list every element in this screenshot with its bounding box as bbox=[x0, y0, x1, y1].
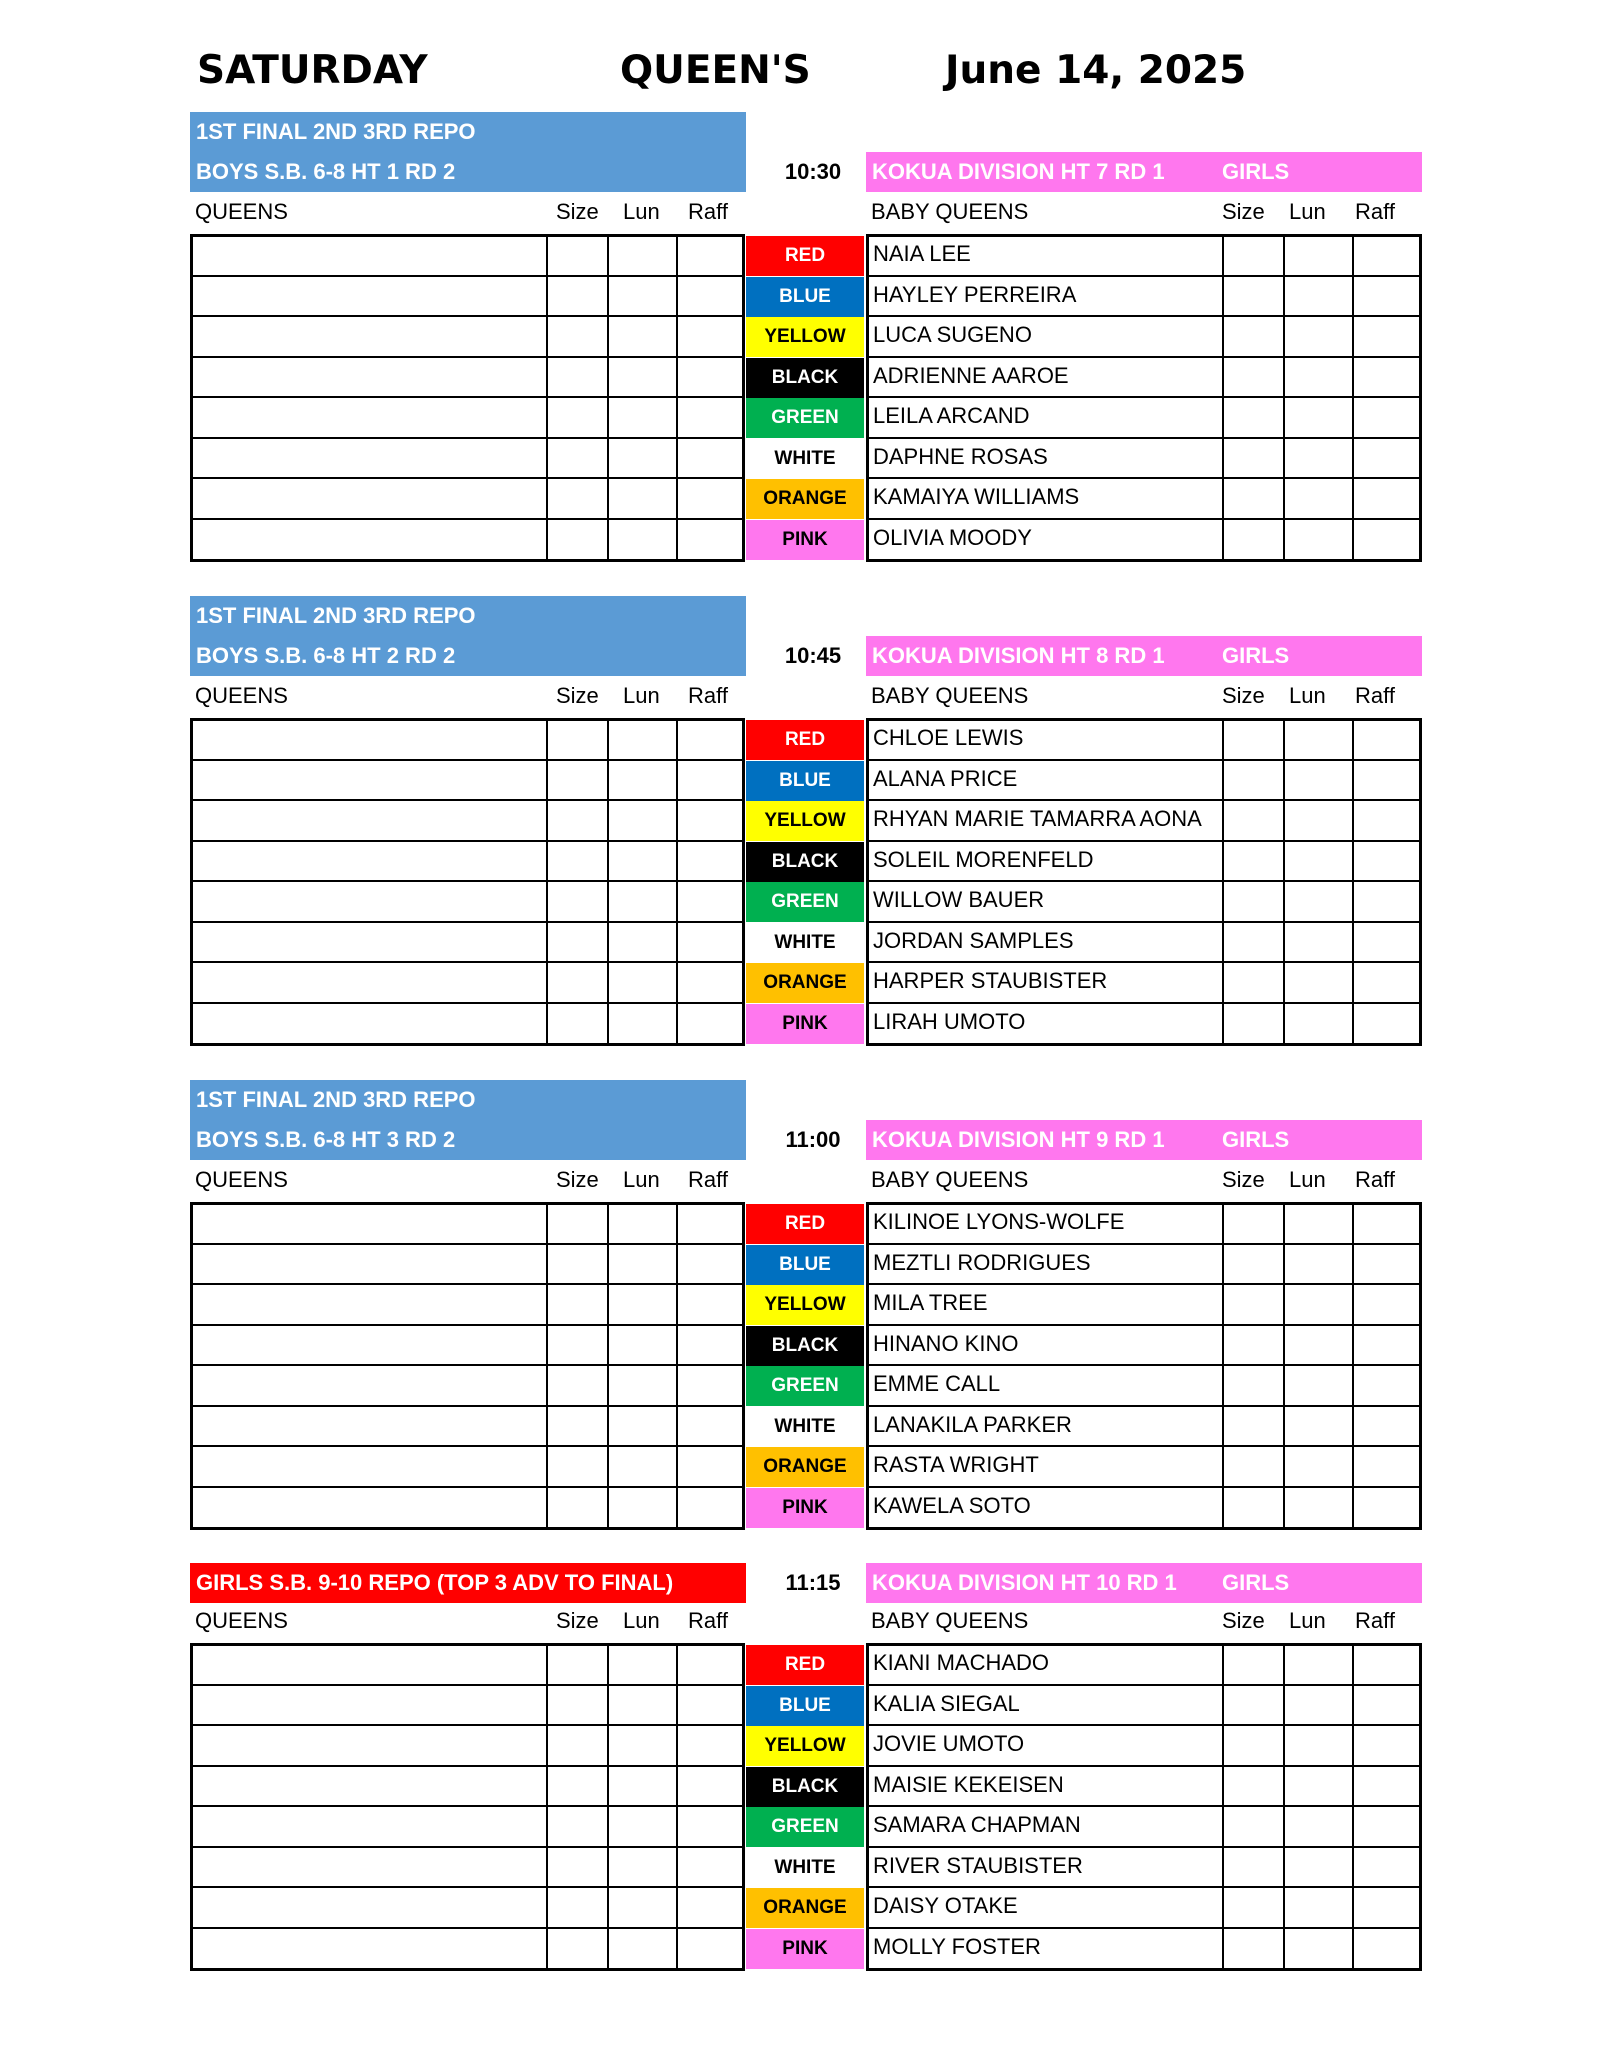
left-name-header: QUEENS bbox=[195, 199, 288, 224]
heat-left-title-line: BOYS S.B. 6-8 HT 3 RD 2 bbox=[196, 1127, 456, 1152]
jersey-color-blue: BLUE bbox=[746, 277, 864, 317]
column-divider bbox=[676, 237, 678, 559]
row-divider bbox=[193, 1886, 742, 1888]
gender-tag: GIRLS bbox=[1222, 1127, 1290, 1152]
jersey-color-yellow: YELLOW bbox=[746, 1726, 864, 1766]
left-raff-header: Raff bbox=[688, 199, 728, 224]
row-divider bbox=[193, 1684, 742, 1686]
right-lun-header: Lun bbox=[1289, 1608, 1326, 1633]
heat-block bbox=[190, 1563, 1422, 2008]
column-divider bbox=[1352, 721, 1354, 1043]
jersey-color-yellow: YELLOW bbox=[746, 317, 864, 357]
gender-tag: GIRLS bbox=[1222, 1570, 1290, 1595]
jersey-color-pink: PINK bbox=[746, 520, 864, 560]
queens-entry-table bbox=[190, 234, 745, 562]
surfer-name: ALANA PRICE bbox=[873, 765, 1018, 791]
row-divider bbox=[193, 1765, 742, 1767]
heat-time: 10:45 bbox=[784, 643, 842, 668]
surfer-name: KAMAIYA WILLIAMS bbox=[873, 484, 1080, 509]
column-divider bbox=[546, 1646, 548, 1968]
jersey-color-white: WHITE bbox=[746, 1407, 864, 1447]
division-title: KOKUA DIVISION HT 7 RD 1 bbox=[872, 159, 1165, 184]
surfer-name: SAMARA CHAPMAN bbox=[873, 1812, 1081, 1837]
jersey-color-red: RED bbox=[746, 236, 864, 276]
left-size-header: Size bbox=[556, 683, 599, 708]
left-lun-header: Lun bbox=[623, 1608, 660, 1633]
jersey-color-orange: ORANGE bbox=[746, 479, 864, 519]
jersey-color-yellow: YELLOW bbox=[746, 1285, 864, 1325]
row-divider bbox=[193, 799, 742, 801]
surfer-name: MILA TREE bbox=[873, 1290, 988, 1315]
row-divider bbox=[193, 1846, 742, 1848]
column-divider bbox=[607, 237, 609, 559]
row-divider bbox=[193, 1724, 742, 1726]
row-divider bbox=[193, 1002, 742, 1004]
right-size-header: Size bbox=[1222, 199, 1265, 224]
jersey-color-green: GREEN bbox=[746, 882, 864, 922]
heat-right-title bbox=[866, 152, 1422, 192]
division-title: KOKUA DIVISION HT 10 RD 1 bbox=[872, 1570, 1177, 1595]
right-name-header: BABY QUEENS bbox=[871, 683, 1029, 708]
baby-queens-table bbox=[866, 1643, 1422, 1971]
heat-left-title bbox=[190, 112, 746, 192]
column-divider bbox=[676, 1646, 678, 1968]
jersey-color-yellow: YELLOW bbox=[746, 801, 864, 841]
jersey-color-red: RED bbox=[746, 1204, 864, 1244]
surfer-name: MOLLY FOSTER bbox=[873, 1933, 1041, 1959]
heat-left-title bbox=[190, 1080, 746, 1160]
jersey-color-blue: BLUE bbox=[746, 761, 864, 801]
surfer-name: MAISIE KEKEISEN bbox=[873, 1771, 1064, 1797]
column-divider bbox=[1222, 721, 1224, 1043]
left-name-header: QUEENS bbox=[195, 1608, 288, 1633]
surfer-name: KILINOE LYONS-WOLFE bbox=[873, 1209, 1125, 1234]
jersey-color-white: WHITE bbox=[746, 923, 864, 963]
surfer-name: RASTA WRIGHT bbox=[873, 1452, 1039, 1477]
row-divider bbox=[193, 518, 742, 520]
heat-block bbox=[190, 1080, 1422, 1525]
right-name-header: BABY QUEENS bbox=[871, 1167, 1029, 1192]
row-divider bbox=[193, 1927, 742, 1929]
column-divider bbox=[607, 1205, 609, 1527]
jersey-color-black: BLACK bbox=[746, 1326, 864, 1366]
column-divider bbox=[1283, 721, 1285, 1043]
jersey-color-green: GREEN bbox=[746, 398, 864, 438]
date-heading: June 14, 2025 bbox=[945, 48, 1247, 93]
column-divider bbox=[1222, 237, 1224, 559]
heat-left-title bbox=[190, 1563, 746, 1603]
row-divider bbox=[193, 437, 742, 439]
right-lun-header: Lun bbox=[1289, 683, 1326, 708]
jersey-color-red: RED bbox=[746, 1645, 864, 1685]
column-divider bbox=[1352, 1646, 1354, 1968]
row-divider bbox=[193, 396, 742, 398]
row-divider bbox=[193, 1243, 742, 1245]
left-name-header: QUEENS bbox=[195, 683, 288, 708]
right-raff-header: Raff bbox=[1355, 1167, 1395, 1192]
surfer-name: MEZTLI RODRIGUES bbox=[873, 1249, 1091, 1275]
heat-left-title-line: 1ST FINAL 2ND 3RD REPO bbox=[196, 603, 476, 628]
division-title: KOKUA DIVISION HT 9 RD 1 bbox=[872, 1127, 1165, 1152]
column-divider bbox=[1352, 237, 1354, 559]
heat-left-title bbox=[190, 596, 746, 676]
left-raff-header: Raff bbox=[688, 683, 728, 708]
heat-left-title-line: 1ST FINAL 2ND 3RD REPO bbox=[196, 1087, 476, 1112]
right-raff-header: Raff bbox=[1355, 199, 1395, 224]
row-divider bbox=[193, 759, 742, 761]
queens-entry-table bbox=[190, 1202, 745, 1530]
day-heading: SATURDAY bbox=[197, 48, 428, 93]
jersey-color-white: WHITE bbox=[746, 439, 864, 479]
row-divider bbox=[193, 1364, 742, 1366]
row-divider bbox=[193, 1324, 742, 1326]
gender-tag: GIRLS bbox=[1222, 159, 1290, 184]
row-divider bbox=[193, 1805, 742, 1807]
jersey-color-pink: PINK bbox=[746, 1488, 864, 1528]
surfer-name: JORDAN SAMPLES bbox=[873, 927, 1074, 953]
jersey-color-black: BLACK bbox=[746, 1767, 864, 1807]
left-lun-header: Lun bbox=[623, 199, 660, 224]
right-name-header: BABY QUEENS bbox=[871, 1608, 1029, 1633]
surfer-name: WILLOW BAUER bbox=[873, 887, 1045, 912]
jersey-color-black: BLACK bbox=[746, 358, 864, 398]
surfer-name: LANAKILA PARKER bbox=[873, 1411, 1072, 1437]
division-title: KOKUA DIVISION HT 8 RD 1 bbox=[872, 643, 1165, 668]
queens-entry-table bbox=[190, 1643, 745, 1971]
venue-heading: QUEEN'S bbox=[620, 48, 811, 93]
row-divider bbox=[193, 840, 742, 842]
heat-time: 11:15 bbox=[785, 1570, 841, 1595]
surfer-name: KALIA SIEGAL bbox=[873, 1690, 1020, 1716]
jersey-color-black: BLACK bbox=[746, 842, 864, 882]
row-divider bbox=[193, 1486, 742, 1488]
column-divider bbox=[1222, 1646, 1224, 1968]
left-raff-header: Raff bbox=[688, 1167, 728, 1192]
row-divider bbox=[193, 275, 742, 277]
left-raff-header: Raff bbox=[688, 1608, 728, 1633]
surfer-name: LUCA SUGENO bbox=[873, 322, 1032, 347]
row-divider bbox=[193, 1405, 742, 1407]
surfer-name: DAPHNE ROSAS bbox=[873, 443, 1048, 469]
row-divider bbox=[193, 1283, 742, 1285]
surfer-name: SOLEIL MORENFELD bbox=[873, 846, 1094, 872]
heat-time: 10:30 bbox=[784, 159, 842, 184]
row-divider bbox=[193, 921, 742, 923]
heat-right-title bbox=[866, 636, 1422, 676]
left-lun-header: Lun bbox=[623, 1167, 660, 1192]
left-size-header: Size bbox=[556, 199, 599, 224]
surfer-name: KIANI MACHADO bbox=[873, 1650, 1050, 1675]
jersey-color-green: GREEN bbox=[746, 1807, 864, 1847]
column-divider bbox=[546, 1205, 548, 1527]
surfer-name: OLIVIA MOODY bbox=[873, 524, 1032, 550]
gender-tag: GIRLS bbox=[1222, 643, 1290, 668]
column-divider bbox=[1283, 1205, 1285, 1527]
right-size-header: Size bbox=[1222, 1167, 1265, 1192]
row-divider bbox=[193, 477, 742, 479]
left-name-header: QUEENS bbox=[195, 1167, 288, 1192]
column-divider bbox=[546, 721, 548, 1043]
right-lun-header: Lun bbox=[1289, 1167, 1326, 1192]
surfer-name: HAYLEY PERREIRA bbox=[873, 281, 1077, 307]
row-divider bbox=[193, 880, 742, 882]
row-divider bbox=[193, 315, 742, 317]
left-size-header: Size bbox=[556, 1167, 599, 1192]
jersey-color-red: RED bbox=[746, 720, 864, 760]
column-divider bbox=[607, 1646, 609, 1968]
heat-left-title-line: BOYS S.B. 6-8 HT 1 RD 2 bbox=[196, 159, 456, 184]
baby-queens-table bbox=[866, 718, 1422, 1046]
surfer-name: RIVER STAUBISTER bbox=[873, 1852, 1083, 1878]
column-divider bbox=[1352, 1205, 1354, 1527]
jersey-color-orange: ORANGE bbox=[746, 1888, 864, 1928]
baby-queens-table bbox=[866, 234, 1422, 562]
jersey-color-orange: ORANGE bbox=[746, 963, 864, 1003]
jersey-color-blue: BLUE bbox=[746, 1686, 864, 1726]
left-size-header: Size bbox=[556, 1608, 599, 1633]
surfer-name: DAISY OTAKE bbox=[873, 1893, 1018, 1918]
jersey-color-pink: PINK bbox=[746, 1004, 864, 1044]
column-divider bbox=[607, 721, 609, 1043]
column-divider bbox=[1283, 1646, 1285, 1968]
surfer-name: CHLOE LEWIS bbox=[873, 725, 1024, 750]
right-size-header: Size bbox=[1222, 683, 1265, 708]
heat-time: 11:00 bbox=[785, 1127, 841, 1152]
heat-block bbox=[190, 112, 1422, 557]
surfer-name: HARPER STAUBISTER bbox=[873, 968, 1108, 993]
surfer-name: LEILA ARCAND bbox=[873, 403, 1030, 428]
heat-right-title bbox=[866, 1120, 1422, 1160]
surfer-name: NAIA LEE bbox=[873, 241, 971, 266]
heat-block bbox=[190, 596, 1422, 1041]
column-divider bbox=[676, 1205, 678, 1527]
row-divider bbox=[193, 1445, 742, 1447]
right-lun-header: Lun bbox=[1289, 199, 1326, 224]
baby-queens-table bbox=[866, 1202, 1422, 1530]
queens-entry-table bbox=[190, 718, 745, 1046]
row-divider bbox=[193, 961, 742, 963]
heat-right-title bbox=[866, 1563, 1422, 1603]
heat-left-title-line: GIRLS S.B. 9-10 REPO (TOP 3 ADV TO FINAL) bbox=[196, 1570, 674, 1595]
surfer-name: KAWELA SOTO bbox=[873, 1492, 1031, 1518]
right-size-header: Size bbox=[1222, 1608, 1265, 1633]
right-name-header: BABY QUEENS bbox=[871, 199, 1029, 224]
surfer-name: JOVIE UMOTO bbox=[873, 1731, 1025, 1756]
heat-left-title-line: BOYS S.B. 6-8 HT 2 RD 2 bbox=[196, 643, 456, 668]
jersey-color-orange: ORANGE bbox=[746, 1447, 864, 1487]
column-divider bbox=[1222, 1205, 1224, 1527]
row-divider bbox=[193, 356, 742, 358]
right-raff-header: Raff bbox=[1355, 683, 1395, 708]
jersey-color-white: WHITE bbox=[746, 1848, 864, 1888]
jersey-color-pink: PINK bbox=[746, 1929, 864, 1969]
surfer-name: EMME CALL bbox=[873, 1371, 1001, 1396]
column-divider bbox=[676, 721, 678, 1043]
jersey-color-green: GREEN bbox=[746, 1366, 864, 1406]
surfer-name: HINANO KINO bbox=[873, 1330, 1019, 1356]
left-lun-header: Lun bbox=[623, 683, 660, 708]
heat-left-title-line: 1ST FINAL 2ND 3RD REPO bbox=[196, 119, 476, 144]
surfer-name: RHYAN MARIE TAMARRA AONA bbox=[873, 806, 1202, 831]
surfer-name: ADRIENNE AAROE bbox=[873, 362, 1069, 388]
right-raff-header: Raff bbox=[1355, 1608, 1395, 1633]
column-divider bbox=[1283, 237, 1285, 559]
column-divider bbox=[546, 237, 548, 559]
surfer-name: LIRAH UMOTO bbox=[873, 1008, 1026, 1034]
jersey-color-blue: BLUE bbox=[746, 1245, 864, 1285]
